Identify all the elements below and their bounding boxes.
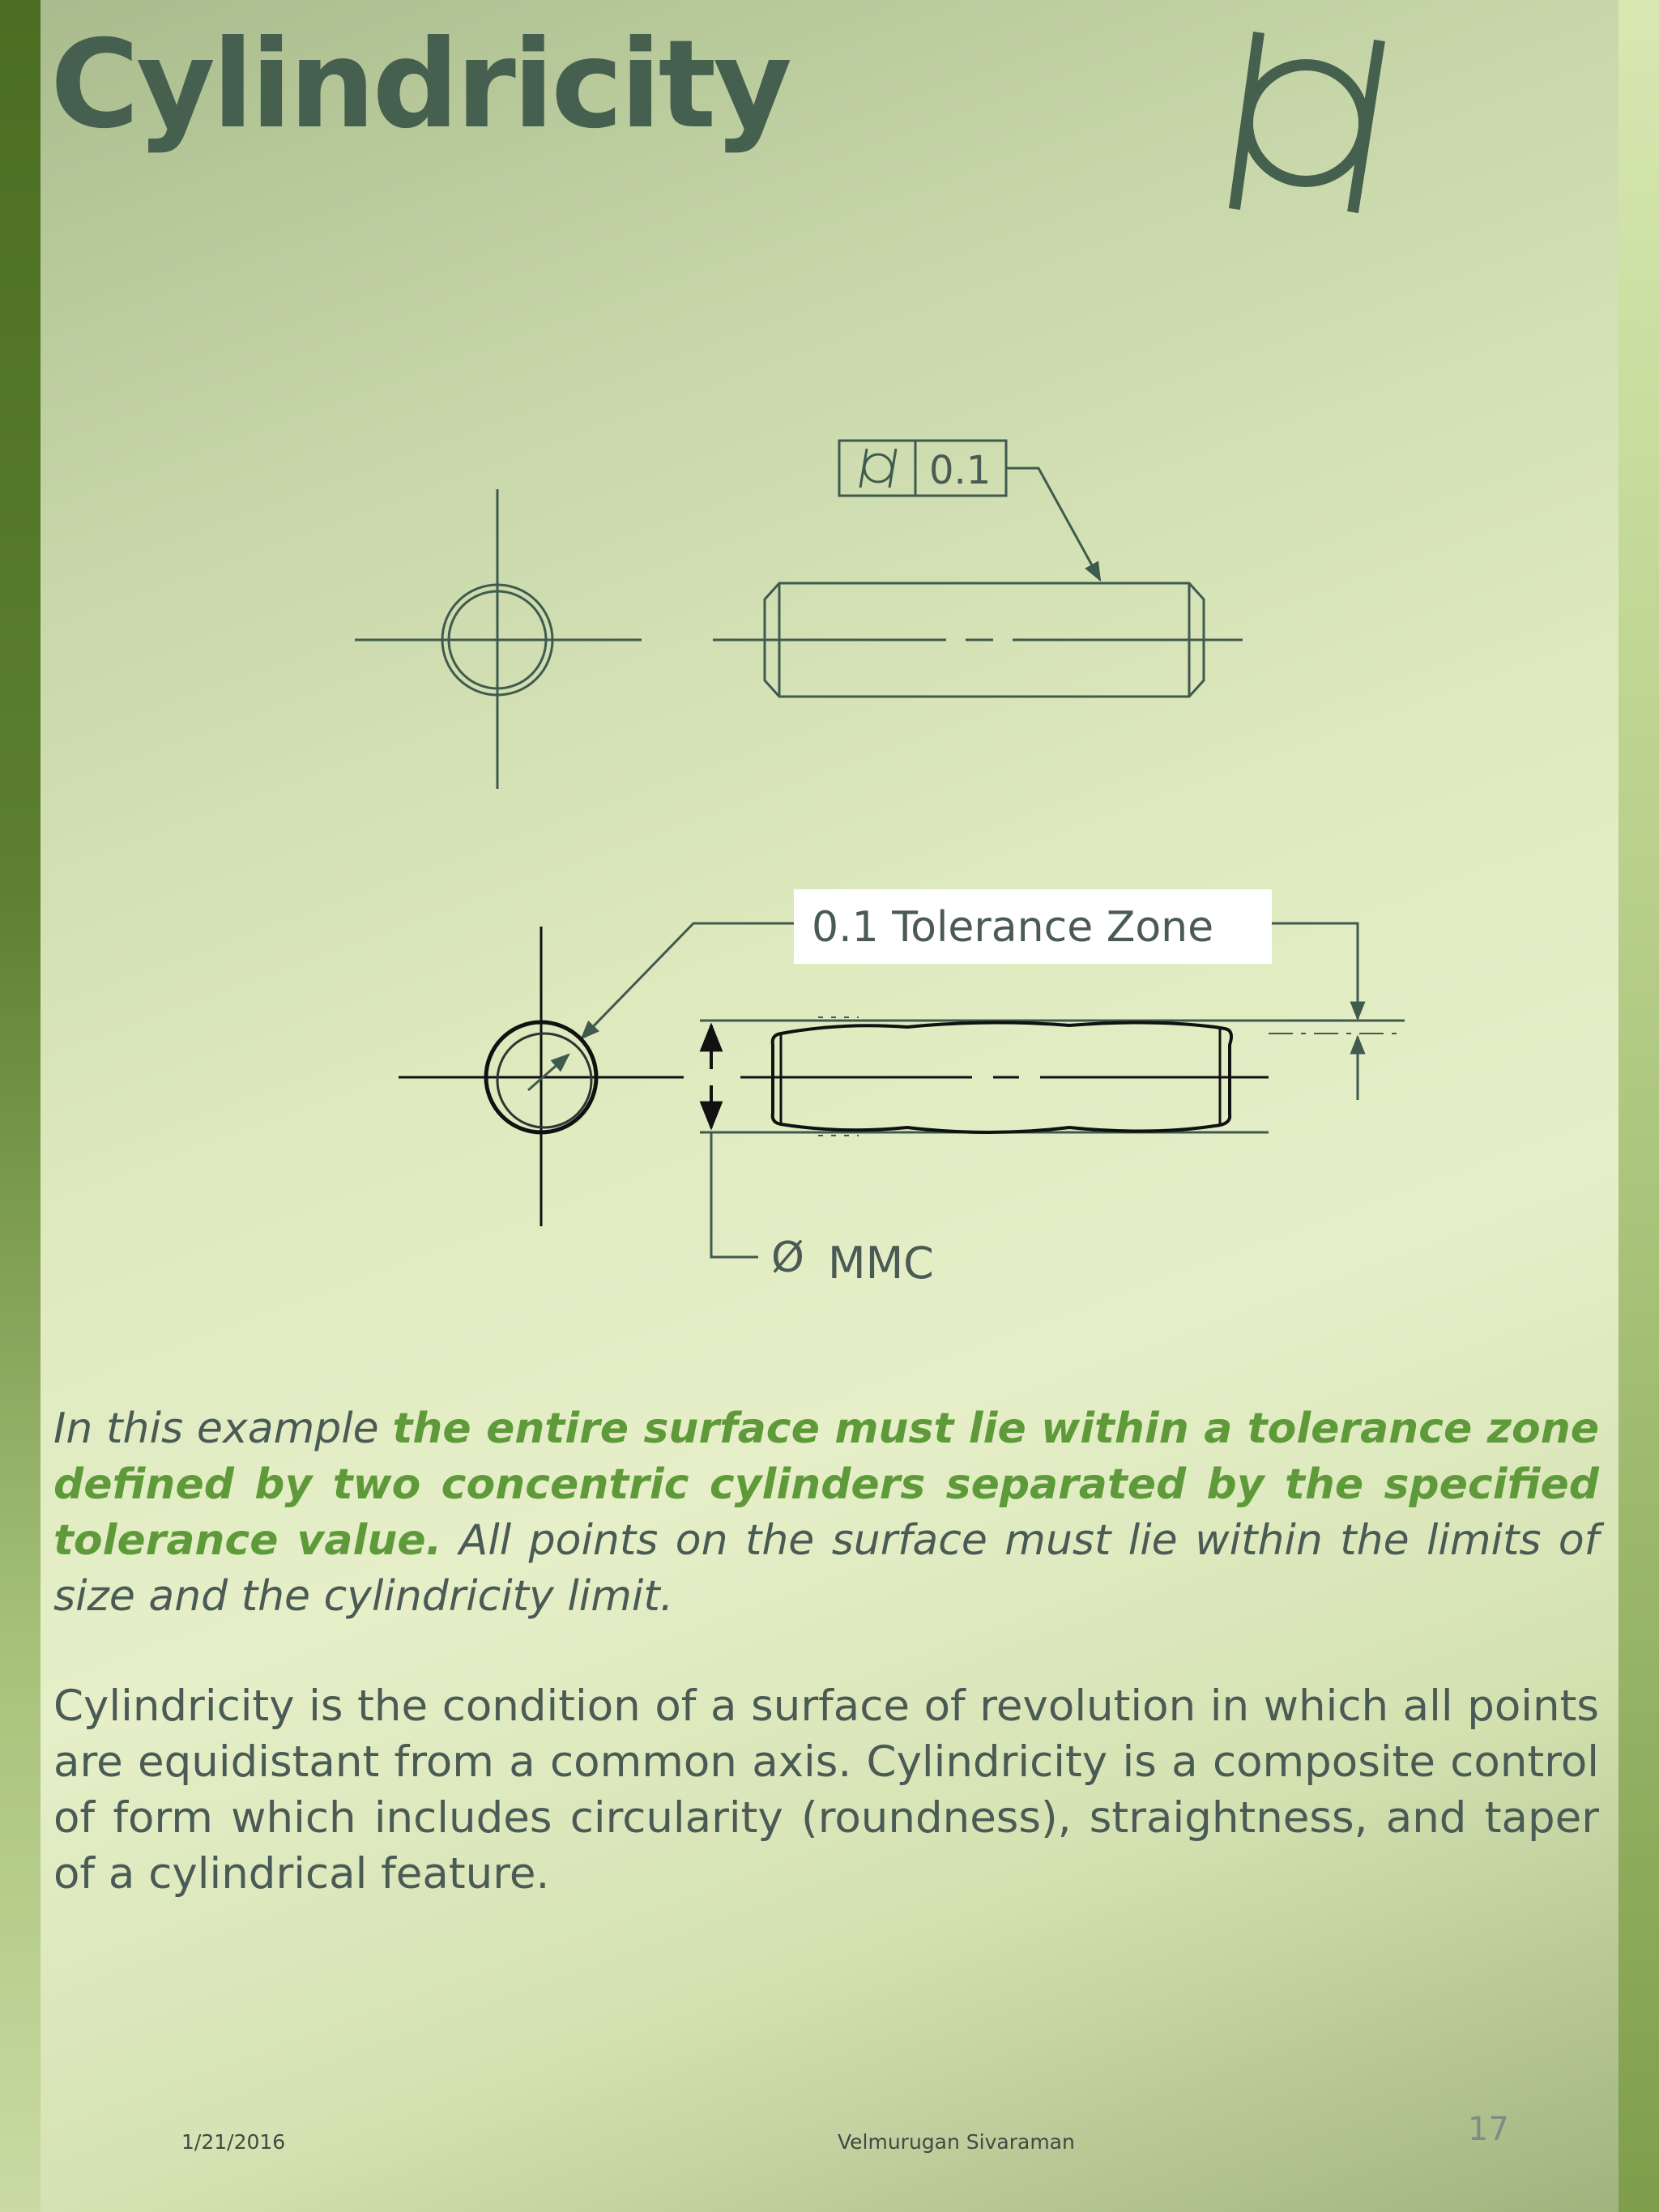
- frame-cylindricity-icon: [860, 449, 896, 488]
- definition-paragraph: Cylindricity is the condition of a surface of revolution in which all points are equidistant from a common axis. Cylindricity is a composite control of form which includes circularity (roundness), straightness, and taper of a cylindrical feature.: [53, 1681, 1599, 1899]
- mmc-label: MMC: [828, 1238, 934, 1289]
- top-side-view: [713, 583, 1243, 697]
- page-number: 17: [1468, 2111, 1509, 2148]
- top-end-view: [355, 489, 642, 789]
- tolerance-zone-label: 0.1 Tolerance Zone: [812, 903, 1214, 952]
- frame-tolerance-value: 0.1: [929, 448, 992, 493]
- example-highlight: the entire surface must lie within a tolerance zone defined by two concentric cylinders separated by the specified tolerance value.: [53, 1404, 1600, 1565]
- example-tail: All points on the surface must lie within the limits of size and the cylindricity limit.: [53, 1516, 1599, 1621]
- feature-control-frame: [839, 441, 1100, 580]
- example-paragraph: [53, 1401, 1599, 1625]
- example-lead: In this example: [53, 1404, 393, 1453]
- slide-title: Cylindricity: [50, 15, 790, 156]
- tolerance-zone-callout: [582, 889, 1358, 1100]
- footer-author: Velmurugan Sivaraman: [838, 2130, 1075, 2154]
- cylindricity-symbol-icon: [1235, 32, 1380, 212]
- footer-date: 1/21/2016: [181, 2130, 286, 2154]
- bottom-side-view: [700, 1017, 1405, 1257]
- diameter-symbol: Ø: [771, 1234, 804, 1282]
- bottom-end-view: [399, 927, 684, 1226]
